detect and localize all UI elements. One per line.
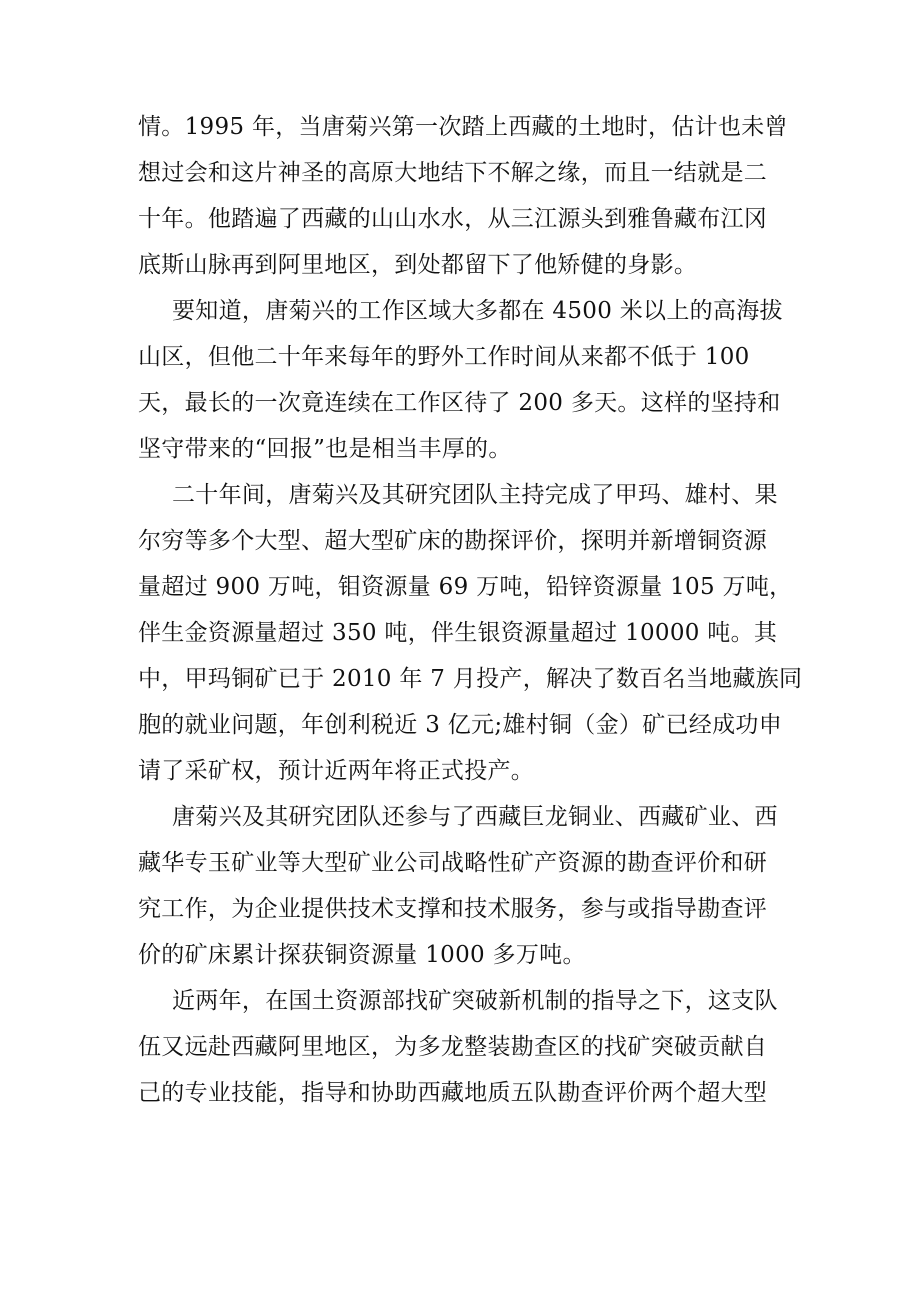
text-line: 请了采矿权，预计近两年将正式投产。 [138, 758, 535, 784]
text-line: 二十年间，唐菊兴及其研究团队主持完成了甲玛、雄村、果 [172, 482, 778, 508]
text-line: 己的专业技能，指导和协助西藏地质五队勘查评价两个超大型 [138, 1080, 768, 1106]
paragraph-4 [138, 794, 778, 978]
text-line: 要知道，唐菊兴的工作区域大多都在 4500 米以上的高海拔 [172, 298, 783, 324]
article-body [138, 104, 803, 1116]
text-line: 究工作，为企业提供技术支撑和技术服务，参与或指导勘查评 [138, 896, 768, 922]
paragraph-1 [138, 104, 788, 288]
paragraph-5 [138, 978, 778, 1116]
text-line: 中，甲玛铜矿已于 2010 年 7 月投产，解决了数百名当地藏族同 [138, 666, 803, 692]
text-line: 量超过 900 万吨，钼资源量 69 万吨，铅锌资源量 105 万吨， [138, 574, 793, 600]
text-line: 底斯山脉再到阿里地区，到处都留下了他矫健的身影。 [138, 252, 698, 278]
text-line: 十年。他踏遍了西藏的山山水水，从三江源头到雅鲁藏布江冈 [138, 206, 768, 232]
text-line: 近两年，在国土资源部找矿突破新机制的指导之下，这支队 [172, 988, 778, 1014]
text-line: 唐菊兴及其研究团队还参与了西藏巨龙铜业、西藏矿业、西 [172, 804, 778, 830]
text-line: 坚守带来的“回报”也是相当丰厚的。 [138, 436, 512, 462]
text-line: 山区，但他二十年来每年的野外工作时间从来都不低于 100 [138, 344, 750, 370]
text-line: 情。1995 年，当唐菊兴第一次踏上西藏的土地时，估计也未曾 [138, 114, 788, 140]
text-line: 天，最长的一次竟连续在工作区待了 200 多天。这样的坚持和 [138, 390, 781, 416]
text-line: 尔穷等多个大型、超大型矿床的勘探评价，探明并新增铜资源 [138, 528, 768, 554]
text-line: 伍又远赴西藏阿里地区，为多龙整装勘查区的找矿突破贡献自 [138, 1034, 768, 1060]
text-line: 藏华专玉矿业等大型矿业公司战略性矿产资源的勘查评价和研 [138, 850, 768, 876]
text-line: 伴生金资源量超过 350 吨，伴生银资源量超过 10000 吨。其 [138, 620, 778, 646]
text-line: 胞的就业问题，年创利税近 3 亿元;雄村铜（金）矿已经成功申 [138, 712, 783, 738]
paragraph-2 [138, 288, 783, 472]
text-line: 价的矿床累计探获铜资源量 1000 多万吨。 [138, 942, 586, 968]
paragraph-3 [138, 472, 803, 794]
text-line: 想过会和这片神圣的高原大地结下不解之缘，而且一结就是二 [138, 160, 768, 186]
